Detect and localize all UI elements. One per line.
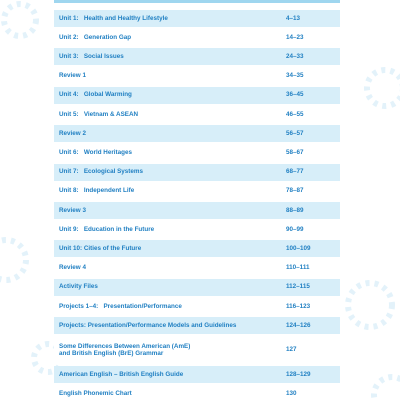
toc-row-unit-4[interactable]	[54, 87, 340, 104]
toc-row-title: Review 4	[59, 264, 86, 272]
toc-row-pages: 14–23	[286, 33, 304, 41]
toc-row-unit-3[interactable]	[54, 48, 340, 65]
toc-row-title: Unit 8: Independent Life	[59, 187, 135, 195]
toc-row-pages: 100–109	[286, 244, 311, 252]
toc-row-pages: 58–67	[286, 149, 304, 157]
toc-row-ame-bre-grammar[interactable]	[54, 336, 340, 364]
toc-row-unit-10[interactable]	[54, 240, 340, 257]
toc-row-projects[interactable]	[54, 298, 340, 315]
toc-row-ame-bre-guide[interactable]	[54, 366, 340, 383]
toc-row-title: Unit 2: Generation Gap	[59, 33, 132, 41]
toc-row-title: Activity Files	[59, 283, 98, 291]
toc-row-unit-9[interactable]	[54, 221, 340, 238]
toc-row-review-2[interactable]	[54, 125, 340, 142]
toc-row-title: Review 2	[59, 129, 86, 137]
toc-row-pages: 36–45	[286, 91, 304, 99]
toc-row-title: Projects 1–4: Presentation/Performance	[59, 302, 182, 310]
toc-row-pages: 128–129	[286, 371, 311, 379]
toc-row-pages: 110–111	[286, 264, 310, 272]
toc-row-unit-7[interactable]	[54, 164, 340, 181]
toc-row-unit-8[interactable]	[54, 183, 340, 200]
toc-row-pages: 56–57	[286, 129, 304, 137]
toc-row-projects-models[interactable]	[54, 317, 340, 334]
toc-row-title: Unit 10: Cities of the Future	[59, 244, 142, 252]
toc-row-pages: 130	[286, 390, 297, 398]
toc-row-pages: 24–33	[286, 53, 304, 61]
toc-row-title: Unit 9: Education in the Future	[59, 225, 155, 233]
toc-row-pages: 127	[286, 346, 297, 354]
toc-row-pages: 90–99	[286, 225, 304, 233]
toc-row-title: Unit 4: Global Warming	[59, 91, 132, 99]
toc-row-title: American English – British English Guide	[59, 371, 184, 379]
toc-row-pages: 4–13	[286, 14, 301, 22]
toc-row-pages: 124–126	[286, 321, 311, 329]
toc-row-title: Some Differences Between American (AmE) and British English (BrE) Grammar	[59, 342, 191, 358]
toc-row-activity-files[interactable]	[54, 279, 340, 296]
toc-row-unit-2[interactable]	[54, 29, 340, 46]
toc-row-pages: 34–35	[286, 72, 304, 80]
toc-row-title: Review 1	[59, 72, 86, 80]
toc-row-pages: 88–89	[286, 206, 304, 214]
table-of-contents	[54, 0, 340, 400]
toc-row-pages: 68–77	[286, 168, 304, 176]
toc-row-pages: 112–115	[286, 283, 310, 291]
toc-row-phonemic-chart[interactable]	[54, 386, 340, 400]
toc-row-title: Unit 3: Social Issues	[59, 53, 124, 61]
toc-row-unit-5[interactable]	[54, 106, 340, 123]
toc-row-title: Unit 6: World Heritages	[59, 149, 133, 157]
toc-row-review-1[interactable]	[54, 68, 340, 85]
toc-row-unit-6[interactable]	[54, 144, 340, 161]
toc-row-review-4[interactable]	[54, 259, 340, 276]
toc-row-title: Projects: Presentation/Performance Models and Guidelines	[59, 321, 237, 329]
toc-top-bar	[54, 0, 340, 3]
toc-row-title: Unit 7: Ecological Systems	[59, 168, 143, 176]
toc-row-unit-1[interactable]	[54, 10, 340, 27]
toc-row-pages: 78–87	[286, 187, 304, 195]
toc-row-title: English Phonemic Chart	[59, 390, 132, 398]
toc-row-title: Unit 5: Vietnam & ASEAN	[59, 110, 139, 118]
toc-row-pages: 46–55	[286, 110, 304, 118]
toc-row-pages: 116–123	[286, 302, 311, 310]
toc-row-title: Unit 1: Health and Healthy Lifestyle	[59, 14, 168, 22]
toc-row-review-3[interactable]	[54, 202, 340, 219]
toc-row-title: Review 3	[59, 206, 86, 214]
